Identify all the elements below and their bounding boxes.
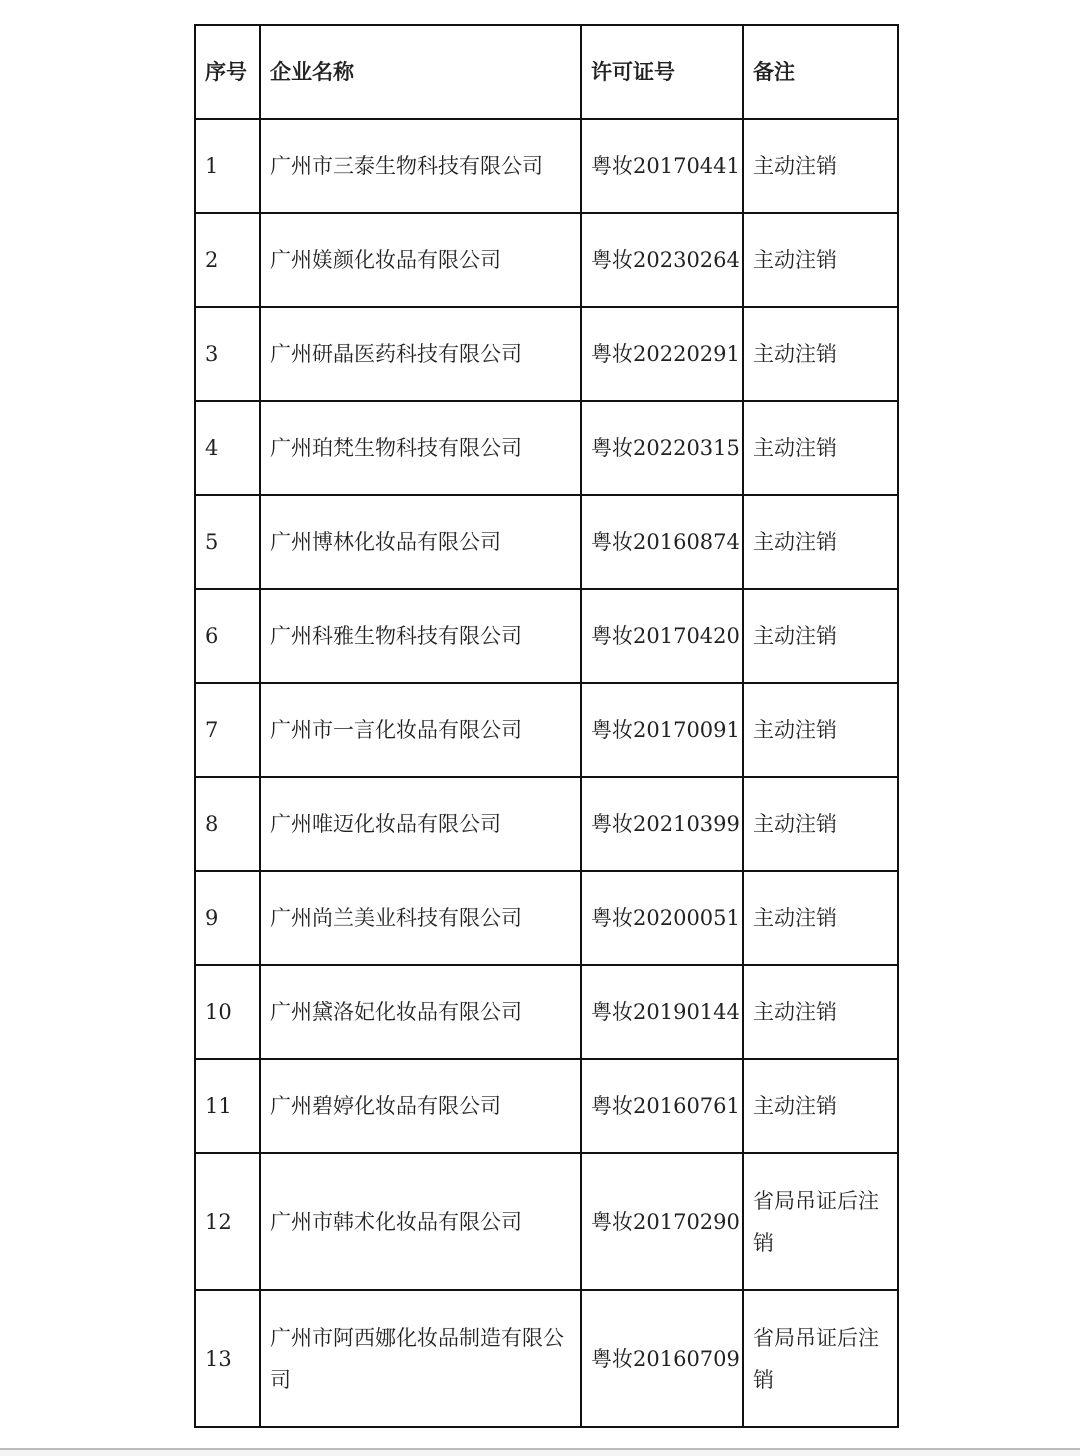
table-row xyxy=(195,213,898,307)
remark: 省局吊证后注销 xyxy=(743,1153,898,1290)
license-number: 粤妆20210399 xyxy=(581,777,743,871)
license-number: 粤妆20160761 xyxy=(581,1059,743,1153)
license-number: 粤妆20220291 xyxy=(581,307,743,401)
company-name: 广州市韩术化妆品有限公司 xyxy=(260,1153,581,1290)
table-row xyxy=(195,871,898,965)
row-number: 5 xyxy=(195,495,260,589)
header-license-no: 许可证号 xyxy=(581,25,743,119)
header-remark: 备注 xyxy=(743,25,898,119)
row-number: 10 xyxy=(195,965,260,1059)
row-number: 1 xyxy=(195,119,260,213)
remark: 主动注销 xyxy=(743,871,898,965)
header-company-name: 企业名称 xyxy=(260,25,581,119)
page-bottom-edge xyxy=(0,1448,1080,1456)
remark: 主动注销 xyxy=(743,495,898,589)
license-number: 粤妆20200051 xyxy=(581,871,743,965)
table-row xyxy=(195,401,898,495)
remark: 主动注销 xyxy=(743,777,898,871)
license-number: 粤妆20160874 xyxy=(581,495,743,589)
table-row xyxy=(195,777,898,871)
row-number: 9 xyxy=(195,871,260,965)
company-name: 广州科雅生物科技有限公司 xyxy=(260,589,581,683)
license-number: 粤妆20220315 xyxy=(581,401,743,495)
table-row xyxy=(195,683,898,777)
row-number: 13 xyxy=(195,1290,260,1427)
table-row xyxy=(195,589,898,683)
company-name: 广州珀梵生物科技有限公司 xyxy=(260,401,581,495)
remark: 主动注销 xyxy=(743,119,898,213)
company-name: 广州黛洛妃化妆品有限公司 xyxy=(260,965,581,1059)
table-row xyxy=(195,965,898,1059)
table-row xyxy=(195,1290,898,1427)
row-number: 2 xyxy=(195,213,260,307)
company-name: 广州媄颜化妆品有限公司 xyxy=(260,213,581,307)
license-number: 粤妆20190144 xyxy=(581,965,743,1059)
table-row xyxy=(195,1059,898,1153)
remark: 主动注销 xyxy=(743,683,898,777)
company-name: 广州碧婷化妆品有限公司 xyxy=(260,1059,581,1153)
row-number: 8 xyxy=(195,777,260,871)
company-name: 广州市三泰生物科技有限公司 xyxy=(260,119,581,213)
row-number: 6 xyxy=(195,589,260,683)
row-number: 3 xyxy=(195,307,260,401)
row-number: 11 xyxy=(195,1059,260,1153)
company-name: 广州尚兰美业科技有限公司 xyxy=(260,871,581,965)
row-number: 7 xyxy=(195,683,260,777)
row-number: 4 xyxy=(195,401,260,495)
table-row xyxy=(195,119,898,213)
license-number: 粤妆20230264 xyxy=(581,213,743,307)
license-number: 粤妆20170420 xyxy=(581,589,743,683)
company-name: 广州市阿西娜化妆品制造有限公司 xyxy=(260,1290,581,1427)
remark: 主动注销 xyxy=(743,589,898,683)
license-number: 粤妆20170091 xyxy=(581,683,743,777)
remark: 主动注销 xyxy=(743,401,898,495)
remark: 主动注销 xyxy=(743,965,898,1059)
company-name: 广州博林化妆品有限公司 xyxy=(260,495,581,589)
table-row xyxy=(195,495,898,589)
table-row xyxy=(195,1153,898,1290)
row-number: 12 xyxy=(195,1153,260,1290)
company-name: 广州唯迈化妆品有限公司 xyxy=(260,777,581,871)
license-number: 粤妆20170290 xyxy=(581,1153,743,1290)
table-header-row xyxy=(195,25,898,119)
company-name: 广州市一言化妆品有限公司 xyxy=(260,683,581,777)
remark: 主动注销 xyxy=(743,1059,898,1153)
remark: 主动注销 xyxy=(743,307,898,401)
header-no: 序号 xyxy=(195,25,260,119)
license-number: 粤妆20170441 xyxy=(581,119,743,213)
remark: 省局吊证后注销 xyxy=(743,1290,898,1427)
license-cancellation-table xyxy=(194,24,899,1428)
company-name: 广州研晶医药科技有限公司 xyxy=(260,307,581,401)
license-number: 粤妆20160709 xyxy=(581,1290,743,1427)
table-row xyxy=(195,307,898,401)
remark: 主动注销 xyxy=(743,213,898,307)
